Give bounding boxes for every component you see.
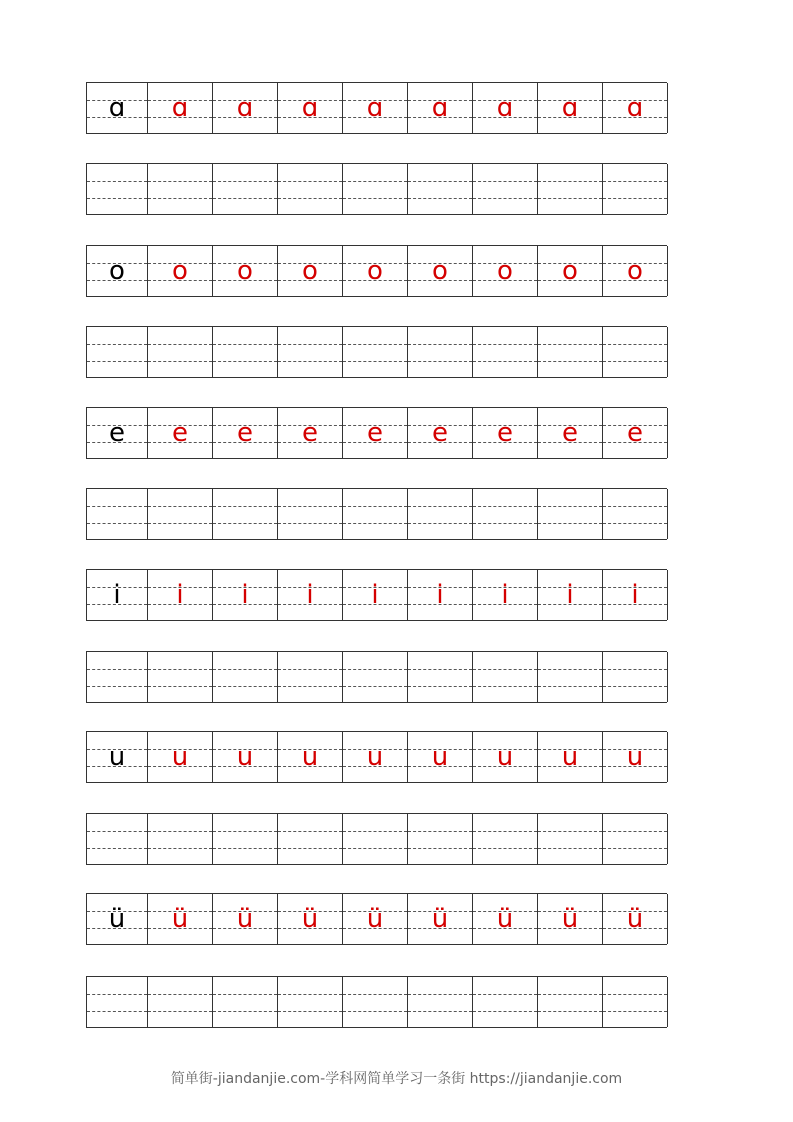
guide-line bbox=[408, 1011, 472, 1012]
trace-cell bbox=[343, 570, 408, 620]
guide-line bbox=[278, 994, 342, 995]
guide-line bbox=[87, 523, 147, 524]
trace-letter: ɑ bbox=[171, 93, 189, 123]
trace-letter: u bbox=[626, 742, 644, 772]
guide-line bbox=[213, 361, 277, 362]
guide-line bbox=[87, 669, 147, 670]
trace-cell bbox=[343, 814, 408, 864]
trace-letter: u bbox=[301, 742, 319, 772]
guide-line bbox=[148, 506, 212, 507]
trace-cell bbox=[148, 408, 213, 458]
guide-line bbox=[213, 1011, 277, 1012]
guide-line bbox=[87, 686, 147, 687]
trace-letter: o bbox=[172, 256, 188, 286]
guide-line bbox=[343, 669, 407, 670]
guide-line bbox=[278, 1011, 342, 1012]
trace-cell bbox=[148, 732, 213, 782]
trace-cell bbox=[603, 814, 668, 864]
guide-line bbox=[603, 669, 667, 670]
trace-cell bbox=[278, 164, 343, 214]
trace-cell bbox=[148, 977, 213, 1027]
trace-cell bbox=[603, 732, 668, 782]
letter-row bbox=[86, 569, 667, 621]
letter-row bbox=[86, 245, 667, 297]
trace-letter: o bbox=[627, 256, 643, 286]
blank-practice-row bbox=[86, 163, 667, 215]
guide-line bbox=[148, 181, 212, 182]
trace-letter: ü bbox=[496, 904, 514, 934]
guide-line bbox=[538, 506, 602, 507]
trace-cell bbox=[343, 977, 408, 1027]
trace-letter: ü bbox=[626, 904, 644, 934]
guide-line bbox=[148, 361, 212, 362]
trace-letter: o bbox=[237, 256, 253, 286]
trace-letter: e bbox=[367, 418, 383, 448]
trace-cell bbox=[603, 489, 668, 539]
guide-line bbox=[408, 848, 472, 849]
model-cell bbox=[87, 83, 148, 133]
trace-cell bbox=[603, 164, 668, 214]
guide-line bbox=[408, 361, 472, 362]
trace-cell bbox=[538, 652, 603, 702]
trace-cell bbox=[603, 246, 668, 296]
guide-line bbox=[343, 686, 407, 687]
guide-line bbox=[408, 831, 472, 832]
guide-line bbox=[473, 994, 537, 995]
trace-cell bbox=[473, 246, 538, 296]
letter-row bbox=[86, 731, 667, 783]
guide-line bbox=[278, 344, 342, 345]
trace-cell bbox=[278, 327, 343, 377]
guide-line bbox=[473, 848, 537, 849]
guide-line bbox=[213, 686, 277, 687]
guide-line bbox=[148, 686, 212, 687]
guide-line bbox=[408, 344, 472, 345]
trace-cell bbox=[213, 814, 278, 864]
trace-letter: ɑ bbox=[236, 93, 254, 123]
guide-line bbox=[278, 198, 342, 199]
guide-line bbox=[343, 198, 407, 199]
guide-line bbox=[87, 1011, 147, 1012]
trace-cell bbox=[473, 164, 538, 214]
guide-line bbox=[278, 506, 342, 507]
guide-line bbox=[473, 669, 537, 670]
trace-cell bbox=[343, 327, 408, 377]
trace-cell bbox=[213, 977, 278, 1027]
trace-cell bbox=[213, 570, 278, 620]
guide-line bbox=[538, 1011, 602, 1012]
guide-line bbox=[408, 523, 472, 524]
trace-cell bbox=[343, 246, 408, 296]
model-cell bbox=[87, 246, 148, 296]
guide-line bbox=[473, 506, 537, 507]
guide-line bbox=[87, 344, 147, 345]
blank-practice-row bbox=[86, 488, 667, 540]
trace-cell bbox=[538, 246, 603, 296]
trace-cell bbox=[603, 570, 668, 620]
guide-line bbox=[343, 361, 407, 362]
guide-line bbox=[473, 181, 537, 182]
model-cell bbox=[87, 327, 148, 377]
guide-line bbox=[603, 994, 667, 995]
guide-line bbox=[473, 523, 537, 524]
guide-line bbox=[603, 831, 667, 832]
model-cell bbox=[87, 164, 148, 214]
guide-line bbox=[538, 344, 602, 345]
trace-cell bbox=[213, 732, 278, 782]
trace-letter: ɑ bbox=[561, 93, 579, 123]
guide-line bbox=[473, 831, 537, 832]
trace-cell bbox=[473, 327, 538, 377]
model-cell bbox=[87, 894, 148, 944]
trace-cell bbox=[473, 570, 538, 620]
guide-line bbox=[213, 523, 277, 524]
guide-line bbox=[213, 344, 277, 345]
guide-line bbox=[278, 669, 342, 670]
guide-line bbox=[538, 198, 602, 199]
guide-line bbox=[343, 506, 407, 507]
guide-line bbox=[603, 506, 667, 507]
trace-letter: e bbox=[172, 418, 188, 448]
model-cell bbox=[87, 814, 148, 864]
trace-letter: i bbox=[176, 580, 184, 610]
trace-cell bbox=[408, 977, 473, 1027]
model-letter: i bbox=[113, 580, 121, 610]
trace-letter: e bbox=[627, 418, 643, 448]
trace-cell bbox=[213, 894, 278, 944]
trace-letter: u bbox=[236, 742, 254, 772]
guide-line bbox=[473, 198, 537, 199]
guide-line bbox=[343, 1011, 407, 1012]
guide-line bbox=[538, 848, 602, 849]
trace-letter: u bbox=[496, 742, 514, 772]
trace-cell bbox=[278, 570, 343, 620]
guide-line bbox=[473, 686, 537, 687]
trace-cell bbox=[603, 408, 668, 458]
trace-letter: u bbox=[366, 742, 384, 772]
trace-cell bbox=[343, 408, 408, 458]
trace-cell bbox=[148, 327, 213, 377]
trace-cell bbox=[408, 814, 473, 864]
trace-cell bbox=[148, 164, 213, 214]
guide-line bbox=[603, 1011, 667, 1012]
model-cell bbox=[87, 489, 148, 539]
trace-cell bbox=[408, 83, 473, 133]
trace-cell bbox=[148, 814, 213, 864]
guide-line bbox=[87, 361, 147, 362]
guide-line bbox=[87, 506, 147, 507]
trace-cell bbox=[278, 894, 343, 944]
guide-line bbox=[148, 669, 212, 670]
guide-line bbox=[148, 848, 212, 849]
guide-line bbox=[408, 669, 472, 670]
guide-line bbox=[213, 669, 277, 670]
guide-line bbox=[87, 994, 147, 995]
trace-letter: ɑ bbox=[366, 93, 384, 123]
guide-line bbox=[408, 198, 472, 199]
model-letter: ɑ bbox=[108, 93, 126, 123]
guide-line bbox=[148, 994, 212, 995]
trace-cell bbox=[538, 570, 603, 620]
guide-line bbox=[148, 198, 212, 199]
trace-cell bbox=[408, 408, 473, 458]
trace-letter: o bbox=[497, 256, 513, 286]
guide-line bbox=[538, 523, 602, 524]
guide-line bbox=[343, 994, 407, 995]
trace-letter: e bbox=[562, 418, 578, 448]
footer-text: 简单街-jiandanjie.com-学科网简单学习一条街 https://jiandanjie.com bbox=[170, 1071, 623, 1087]
trace-cell bbox=[343, 489, 408, 539]
trace-letter: o bbox=[367, 256, 383, 286]
trace-cell bbox=[213, 408, 278, 458]
trace-cell bbox=[278, 246, 343, 296]
model-letter: e bbox=[109, 418, 125, 448]
trace-letter: u bbox=[561, 742, 579, 772]
guide-line bbox=[603, 523, 667, 524]
trace-cell bbox=[603, 327, 668, 377]
trace-cell bbox=[343, 652, 408, 702]
trace-cell bbox=[538, 408, 603, 458]
trace-letter: ü bbox=[561, 904, 579, 934]
guide-line bbox=[213, 848, 277, 849]
trace-cell bbox=[148, 489, 213, 539]
trace-letter: o bbox=[562, 256, 578, 286]
trace-cell bbox=[473, 652, 538, 702]
blank-practice-row bbox=[86, 651, 667, 703]
trace-cell bbox=[213, 246, 278, 296]
trace-cell bbox=[603, 83, 668, 133]
trace-cell bbox=[408, 489, 473, 539]
trace-cell bbox=[603, 977, 668, 1027]
trace-cell bbox=[213, 83, 278, 133]
blank-practice-row bbox=[86, 976, 667, 1028]
trace-cell bbox=[408, 164, 473, 214]
blank-practice-row bbox=[86, 813, 667, 865]
trace-letter: e bbox=[432, 418, 448, 448]
guide-line bbox=[148, 1011, 212, 1012]
trace-cell bbox=[278, 83, 343, 133]
trace-cell bbox=[148, 894, 213, 944]
guide-line bbox=[343, 831, 407, 832]
guide-line bbox=[213, 831, 277, 832]
trace-cell bbox=[343, 894, 408, 944]
guide-line bbox=[538, 831, 602, 832]
model-letter: u bbox=[108, 742, 126, 772]
trace-cell bbox=[473, 408, 538, 458]
trace-cell bbox=[408, 894, 473, 944]
trace-letter: i bbox=[371, 580, 379, 610]
model-cell bbox=[87, 652, 148, 702]
trace-letter: e bbox=[302, 418, 318, 448]
trace-letter: e bbox=[237, 418, 253, 448]
letter-row bbox=[86, 82, 667, 134]
letter-row bbox=[86, 407, 667, 459]
trace-cell bbox=[278, 652, 343, 702]
trace-cell bbox=[473, 489, 538, 539]
trace-cell bbox=[213, 489, 278, 539]
guide-line bbox=[278, 831, 342, 832]
guide-line bbox=[278, 686, 342, 687]
guide-line bbox=[538, 686, 602, 687]
model-cell bbox=[87, 408, 148, 458]
guide-line bbox=[408, 686, 472, 687]
guide-line bbox=[538, 181, 602, 182]
trace-cell bbox=[473, 814, 538, 864]
guide-line bbox=[213, 994, 277, 995]
guide-line bbox=[603, 686, 667, 687]
guide-line bbox=[343, 848, 407, 849]
trace-cell bbox=[538, 83, 603, 133]
trace-letter: u bbox=[431, 742, 449, 772]
guide-line bbox=[343, 523, 407, 524]
trace-cell bbox=[538, 489, 603, 539]
model-letter: o bbox=[109, 256, 125, 286]
trace-letter: ɑ bbox=[496, 93, 514, 123]
guide-line bbox=[473, 1011, 537, 1012]
trace-cell bbox=[213, 164, 278, 214]
trace-cell bbox=[408, 652, 473, 702]
trace-cell bbox=[343, 732, 408, 782]
trace-letter: ü bbox=[236, 904, 254, 934]
model-cell bbox=[87, 732, 148, 782]
trace-letter: ü bbox=[366, 904, 384, 934]
trace-cell bbox=[278, 408, 343, 458]
trace-cell bbox=[343, 164, 408, 214]
model-cell bbox=[87, 977, 148, 1027]
guide-line bbox=[278, 523, 342, 524]
trace-cell bbox=[603, 894, 668, 944]
trace-cell bbox=[148, 246, 213, 296]
trace-cell bbox=[473, 894, 538, 944]
trace-letter: i bbox=[241, 580, 249, 610]
guide-line bbox=[538, 361, 602, 362]
trace-letter: i bbox=[306, 580, 314, 610]
trace-letter: i bbox=[501, 580, 509, 610]
guide-line bbox=[278, 848, 342, 849]
guide-line bbox=[408, 994, 472, 995]
guide-line bbox=[603, 181, 667, 182]
model-cell bbox=[87, 570, 148, 620]
trace-cell bbox=[603, 652, 668, 702]
trace-cell bbox=[538, 327, 603, 377]
guide-line bbox=[148, 831, 212, 832]
guide-line bbox=[278, 361, 342, 362]
guide-line bbox=[213, 198, 277, 199]
guide-line bbox=[87, 848, 147, 849]
trace-letter: i bbox=[436, 580, 444, 610]
guide-line bbox=[87, 198, 147, 199]
blank-practice-row bbox=[86, 326, 667, 378]
guide-line bbox=[148, 344, 212, 345]
trace-cell bbox=[278, 732, 343, 782]
model-letter: ü bbox=[108, 904, 126, 934]
trace-letter: ü bbox=[301, 904, 319, 934]
trace-cell bbox=[538, 977, 603, 1027]
letter-row bbox=[86, 893, 667, 945]
guide-line bbox=[473, 344, 537, 345]
guide-line bbox=[343, 181, 407, 182]
trace-cell bbox=[473, 732, 538, 782]
trace-cell bbox=[473, 977, 538, 1027]
guide-line bbox=[603, 848, 667, 849]
trace-cell bbox=[278, 814, 343, 864]
trace-letter: ɑ bbox=[301, 93, 319, 123]
trace-cell bbox=[408, 570, 473, 620]
trace-cell bbox=[538, 732, 603, 782]
guide-line bbox=[538, 669, 602, 670]
guide-line bbox=[603, 198, 667, 199]
guide-line bbox=[278, 181, 342, 182]
trace-cell bbox=[538, 814, 603, 864]
guide-line bbox=[473, 361, 537, 362]
guide-line bbox=[408, 506, 472, 507]
trace-cell bbox=[278, 489, 343, 539]
trace-letter: ɑ bbox=[431, 93, 449, 123]
trace-cell bbox=[408, 327, 473, 377]
trace-cell bbox=[343, 83, 408, 133]
trace-letter: i bbox=[631, 580, 639, 610]
trace-letter: i bbox=[566, 580, 574, 610]
trace-letter: o bbox=[302, 256, 318, 286]
guide-line bbox=[408, 181, 472, 182]
guide-line bbox=[603, 344, 667, 345]
trace-cell bbox=[213, 327, 278, 377]
guide-line bbox=[538, 994, 602, 995]
trace-letter: ü bbox=[171, 904, 189, 934]
guide-line bbox=[213, 506, 277, 507]
trace-cell bbox=[473, 83, 538, 133]
trace-letter: ü bbox=[431, 904, 449, 934]
trace-cell bbox=[148, 652, 213, 702]
trace-letter: e bbox=[497, 418, 513, 448]
trace-cell bbox=[278, 977, 343, 1027]
trace-cell bbox=[408, 732, 473, 782]
guide-line bbox=[148, 523, 212, 524]
guide-line bbox=[213, 181, 277, 182]
trace-cell bbox=[408, 246, 473, 296]
guide-line bbox=[603, 361, 667, 362]
guide-line bbox=[343, 344, 407, 345]
trace-letter: o bbox=[432, 256, 448, 286]
trace-cell bbox=[148, 570, 213, 620]
guide-line bbox=[87, 181, 147, 182]
trace-cell bbox=[148, 83, 213, 133]
guide-line bbox=[87, 831, 147, 832]
trace-cell bbox=[538, 894, 603, 944]
trace-letter: u bbox=[171, 742, 189, 772]
trace-letter: ɑ bbox=[626, 93, 644, 123]
trace-cell bbox=[213, 652, 278, 702]
trace-cell bbox=[538, 164, 603, 214]
